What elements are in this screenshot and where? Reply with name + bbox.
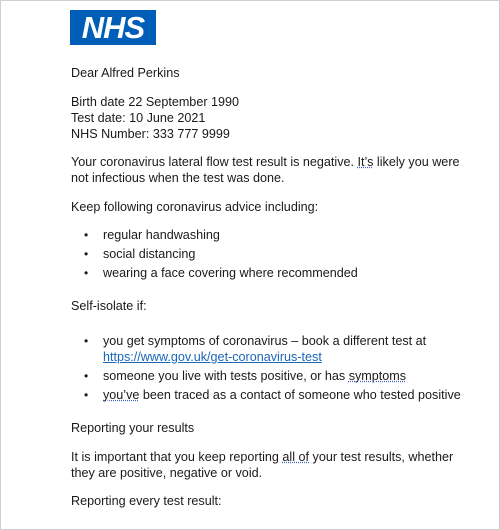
reporting-text-underlined: all of — [282, 450, 310, 464]
advice-list — [71, 227, 471, 281]
list-item: • social distancing — [71, 246, 471, 262]
patient-details — [71, 94, 471, 142]
list-item — [71, 333, 471, 365]
test-booking-link[interactable]: https://www.gov.uk/get-coronavirus-test — [103, 350, 322, 364]
list-item — [71, 387, 471, 403]
result-its-word: It’s — [357, 155, 374, 169]
isolate-intro: Self-isolate if: — [71, 299, 147, 313]
advice-intro: Keep following coronavirus advice including: — [71, 200, 319, 214]
list-item: • regular handwashing — [71, 227, 471, 243]
nhs-number: NHS Number: 333 777 9999 — [71, 127, 230, 141]
reporting-text-start: It is important that you keep reporting — [71, 450, 283, 464]
list-item: • wearing a face covering where recommended — [71, 265, 471, 281]
test-date: Test date: 10 June 2021 — [71, 111, 206, 125]
result-text-start: Your coronavirus lateral flow test result is negative. — [71, 155, 358, 169]
isolate-item-1-text: you get symptoms of coronavirus – book a different test at — [103, 334, 427, 348]
isolate-item-2-word: symptoms — [348, 369, 407, 383]
list-item — [71, 368, 471, 384]
result-statement — [71, 154, 471, 186]
reporting-text — [71, 449, 471, 481]
reporting-text-end: your test results, whether they are positive, negative or void. — [71, 450, 454, 480]
salutation: Dear Alfred Perkins — [71, 66, 180, 80]
reporting-heading: Reporting your results — [71, 421, 195, 435]
birth-date: Birth date 22 September 1990 — [71, 95, 240, 109]
isolate-list — [71, 333, 471, 403]
nhs-logo — [70, 10, 156, 45]
nhs-logo-text: NHS — [81, 10, 145, 45]
nhs-logo-mark — [70, 10, 156, 45]
isolate-item-3-text: been traced as a contact of someone who tested positive — [139, 388, 461, 402]
reporting-every-heading: Reporting every test result: — [71, 494, 222, 508]
isolate-item-2-text: someone you live with tests positive, or has — [103, 369, 349, 383]
isolate-item-3-word: you’ve — [103, 388, 140, 402]
letter-body — [71, 65, 471, 509]
result-text-end: likely you were not infectious when the test was done. — [71, 155, 460, 185]
